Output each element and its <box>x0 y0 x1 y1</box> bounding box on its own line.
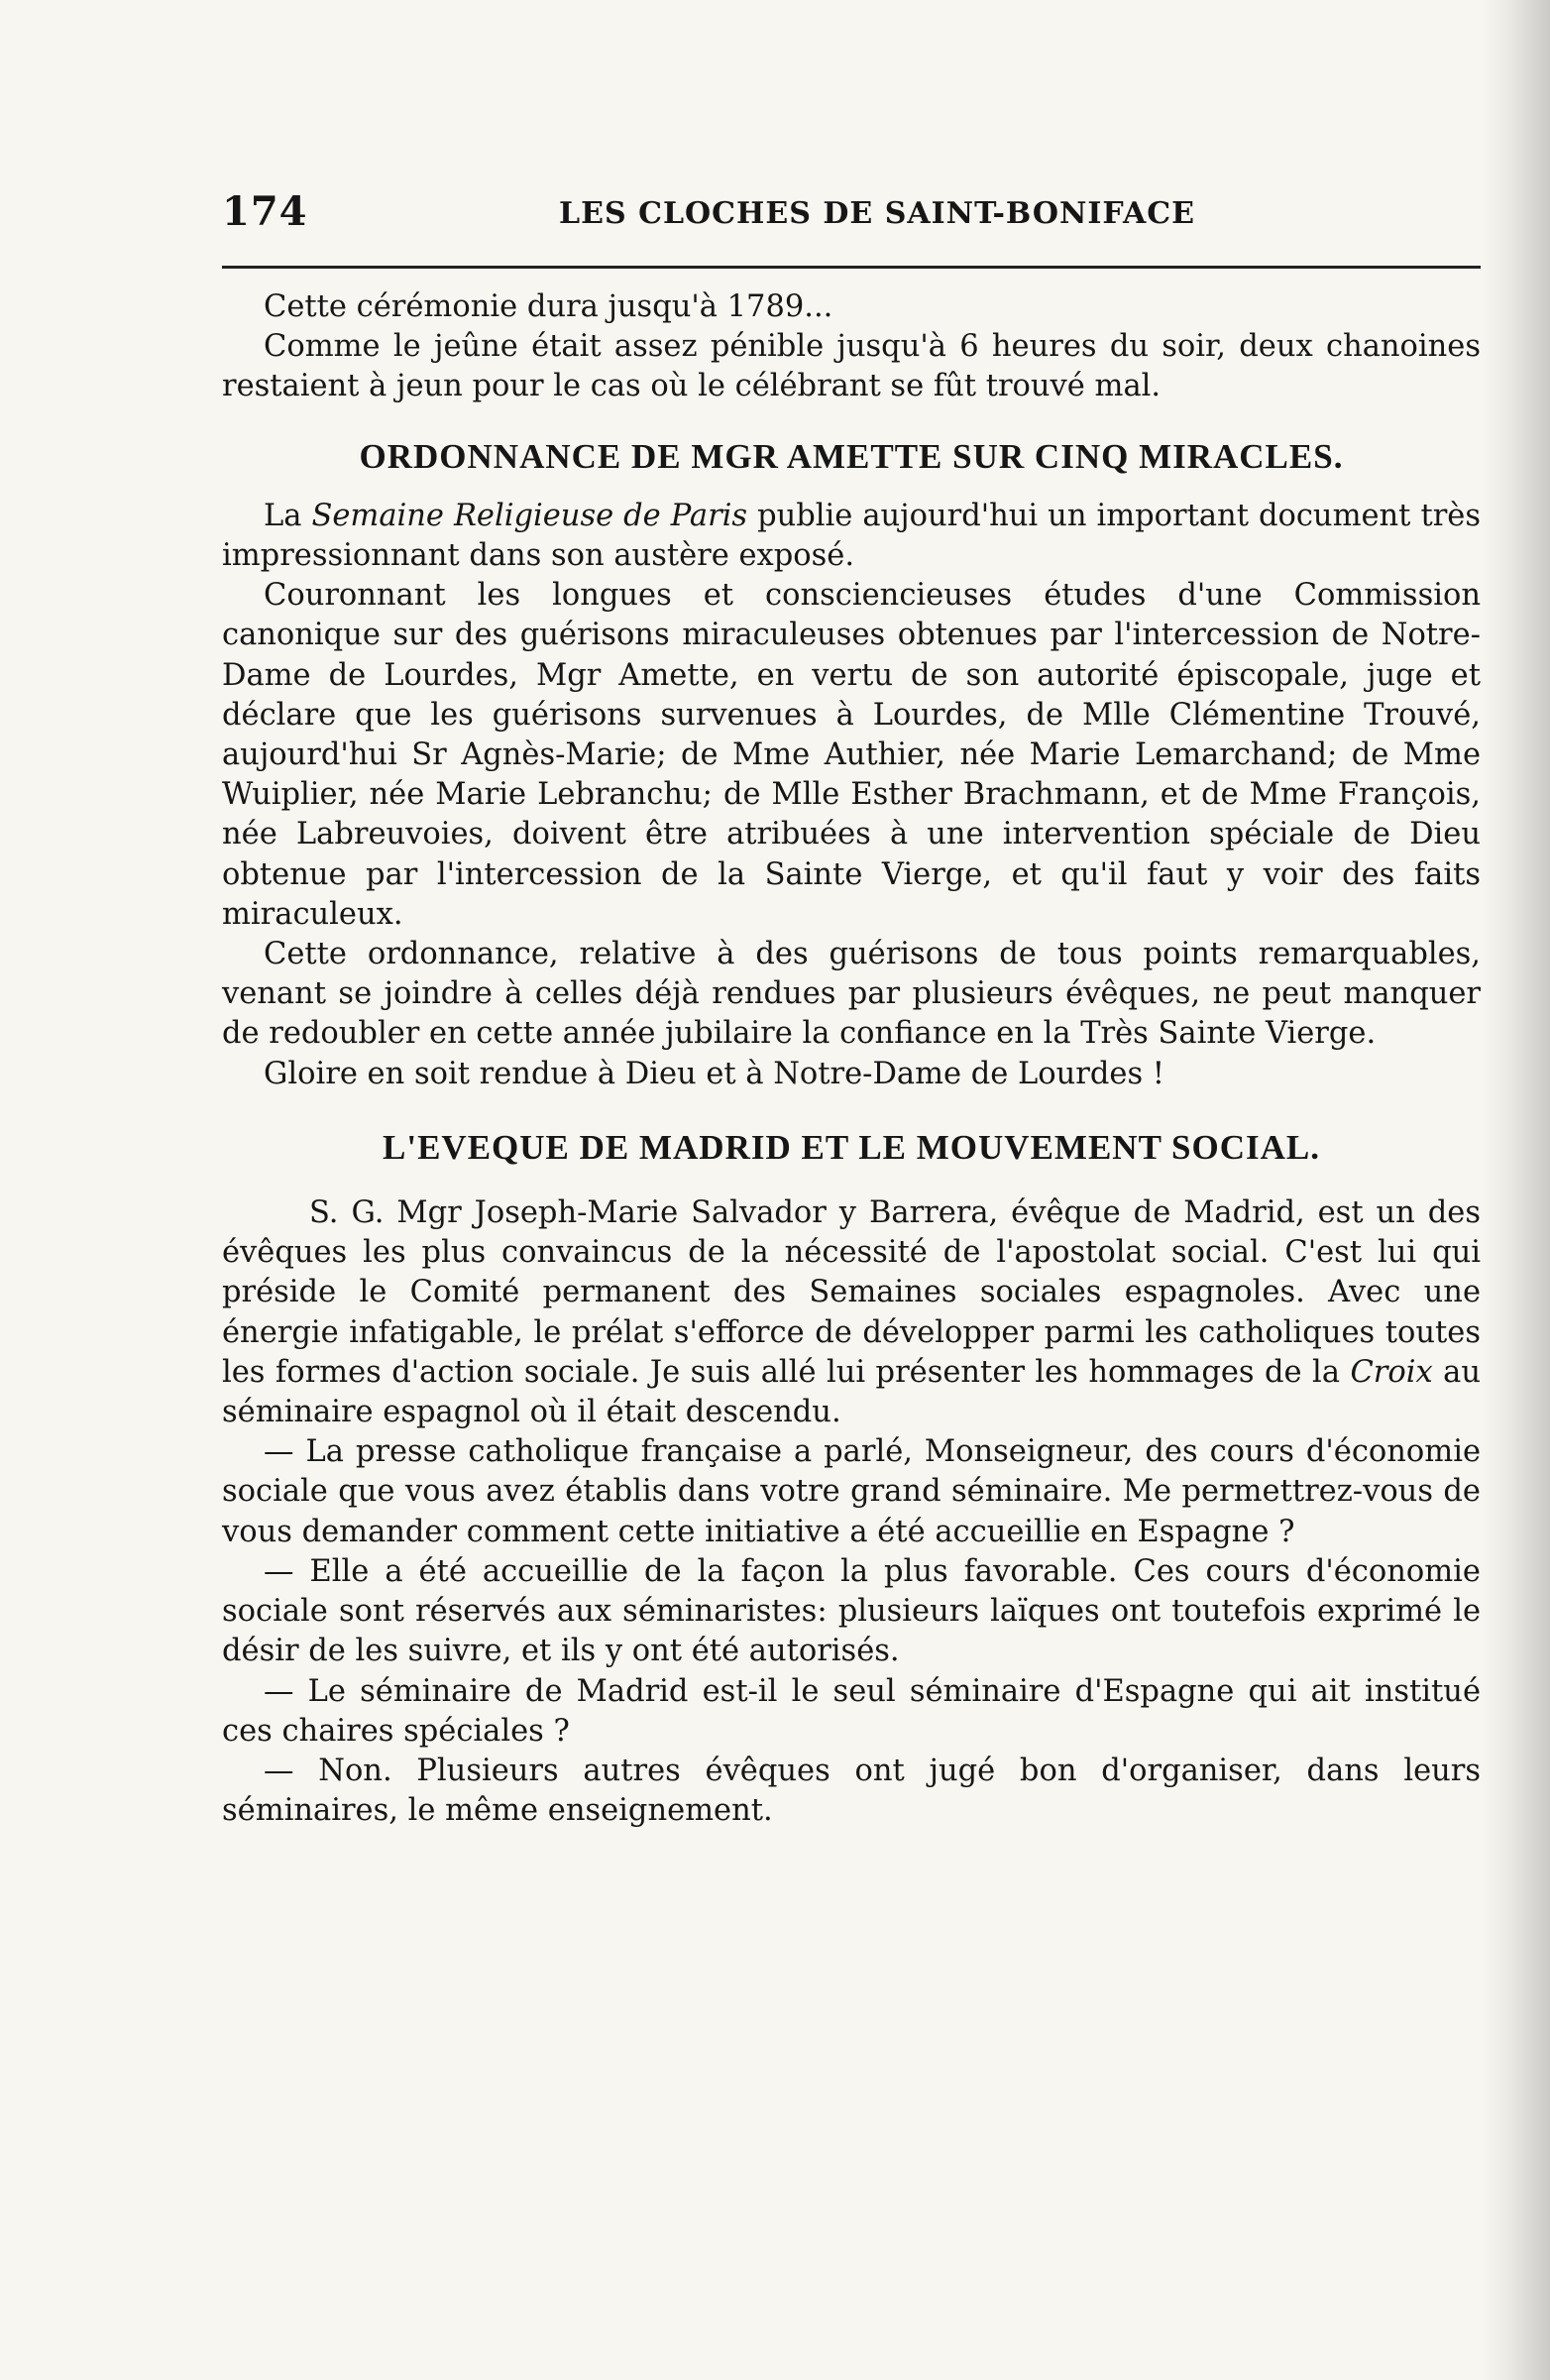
paragraph: Cette cérémonie dura jusqu'à 1789... <box>264 289 833 324</box>
text-run: La <box>264 498 312 533</box>
header-rule <box>222 266 1481 269</box>
running-title: LES CLOCHES DE SAINT-BONIFACE <box>559 196 1195 231</box>
page-edge-shadow <box>1481 0 1550 2380</box>
paragraph: — La presse catholique française a parlé, Monseigneur, des cours d'économie sociale que vous avez établis dans votre grand séminaire. Me permettrez-vous de vous demander comment cette initiative a été accueillie en Espagne ? <box>222 1434 1481 1549</box>
paragraph: Comme le jeûne était assez pénible jusqu'à 6 heures du soir, deux chanoines restaient à jeun pour le cas où le célébrant se fût trouvé mal. <box>222 329 1481 404</box>
text-run: publie aujourd'hui un important document très impressionnant dans son austère exposé. <box>222 498 1481 574</box>
page-number: 174 <box>222 188 308 235</box>
section-heading-ordonnance: ORDONNANCE DE MGR AMETTE SUR CINQ MIRACLES. <box>359 436 1344 476</box>
paragraph: — Non. Plusieurs autres évêques ont jugé bon d'organiser, dans leurs séminaires, le même enseignement. <box>222 1753 1481 1829</box>
section-heading-madrid: L'EVEQUE DE MADRID ET LE MOUVEMENT SOCIAL. <box>383 1127 1320 1167</box>
paragraph <box>222 1193 1481 1432</box>
page-header <box>222 188 1481 238</box>
text-run: au séminaire espagnol où il était descendu. <box>222 1354 1482 1430</box>
paragraph: — Le séminaire de Madrid est-il le seul séminaire d'Espagne qui ait institué ces chaires spéciales ? <box>222 1673 1481 1749</box>
paragraph: — Elle a été accueillie de la façon la plus favorable. Ces cours d'économie sociale sont réservés aux séminaristes: plusieurs laïques ont toutefois exprimé le désir de les suivre, et ils y ont été autorisés. <box>222 1553 1481 1669</box>
page-body <box>222 287 1481 1831</box>
publication-title: Semaine Religieuse de Paris <box>311 498 748 533</box>
publication-title: Croix <box>1350 1354 1433 1390</box>
paragraph: Cette ordonnance, relative à des guérisons de tous points remarquables, venant se joindre à celles déjà rendues par plusieurs évêques, ne peut manquer de redoubler en cette année jubilaire la confiance en la Très Sainte Vierge. <box>222 937 1481 1052</box>
paragraph <box>222 497 1481 576</box>
paragraph: Couronnant les longues et consciencieuses études d'une Commission canonique sur des guérisons miraculeuses obtenues par l'intercession de Notre-Dame de Lourdes, Mgr Amette, en vertu de son autorité épiscopale, juge et déclare que les guérisons survenues à Lourdes, de Mlle Clémentine Trouvé, aujourd'hui Sr Agnès-Marie; de Mme Authier, née Marie Lemarchand; de Mme Wuiplier, née Marie Lebranchu; de Mlle Esther Brachmann, et de Mme François, née Labreuvoies, doivent être atribuées à une intervention spéciale de Dieu obtenue par l'intercession de la Sainte Vierge, et qu'il faut y voir des faits miraculeux. <box>222 578 1481 932</box>
text-run: S. G. Mgr Joseph-Marie Salvador y Barrera, évêque de Madrid, est un des évêques les plus convaincus de la nécessité de l'apostolat social. C'est lui qui préside le Comité permanent des Semaines sociales espagnoles. Avec une énergie infatigable, le prélat s'efforce de développer parmi les catholiques toutes les formes d'action sociale. Je suis allé lui présenter les hommages de la <box>222 1195 1481 1390</box>
paragraph: Gloire en soit rendue à Dieu et à Notre-Dame de Lourdes ! <box>264 1056 1165 1091</box>
